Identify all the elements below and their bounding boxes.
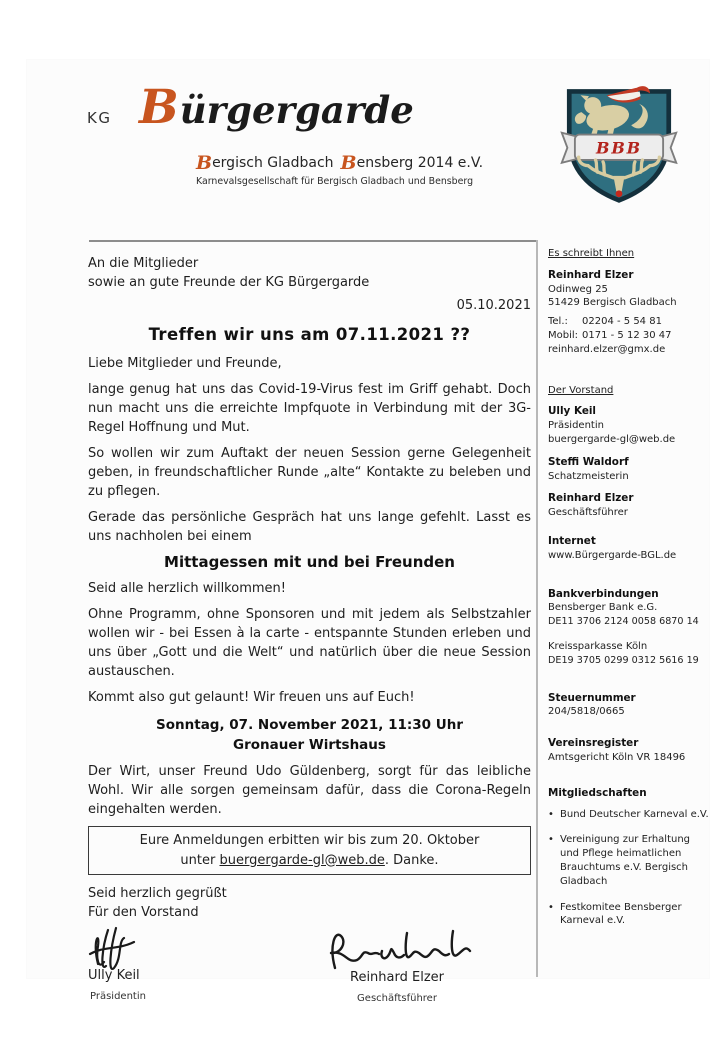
paragraph: So wollen wir zum Auftakt der neuen Session gerne Gelegenheit geben, in freundschaftlicher Runde „alte“ Kontakte zu beleben und zu pflegen. [88,446,531,499]
registration-box [88,826,531,875]
bullet-icon: • [548,808,554,820]
kg-prefix: KG [87,109,112,127]
signature-reinhard-icon [321,926,473,972]
board-member [548,456,709,484]
club-crest-logo [558,82,680,206]
sidebar-section-title: Steuernummer [548,691,636,704]
register-value: Amtsgericht Köln VR 18496 [548,751,686,763]
bank-name: Kreissparkasse Köln [548,640,648,652]
paragraph: Gerade das persönliche Gespräch hat uns lange gefehlt. Lasst es uns nachholen bei einem [88,510,531,544]
board-member-name: Reinhard Elzer [548,492,634,505]
board-member [548,405,709,446]
board-member-email: buergergarde-gl@web.de [548,433,676,445]
subtitle-text: ensberg 2014 e.V. [356,155,484,171]
subtitle-text: ergisch Gladbach [212,155,334,171]
signature-row [88,922,531,1008]
contact-address: Odinweg 25 [548,283,608,295]
registration-text: unter [180,852,220,868]
event-title: Mittagessen mit und bei Freunden [164,553,455,571]
club-tagline: Karnevalsgesellschaft für Bergisch Gladbach und Bensberg [196,176,474,187]
sidebar [548,247,709,928]
column-divider [536,240,538,977]
contact-name: Reinhard Elzer [548,268,634,281]
membership-item [548,901,709,929]
sidebar-section-title: Der Vorstand [548,384,614,396]
bullet-icon: • [548,901,554,913]
club-name-initial: B [139,80,179,135]
registration-email: buergergarde-gl@web.de [219,852,385,868]
memberships-list [548,808,709,929]
letter-page [27,60,709,1004]
sidebar-section-board [548,384,709,520]
salutation: Liebe Mitglieder und Freunde, [88,356,282,371]
closing-block [88,884,531,922]
phone-label: Tel.: [548,316,568,328]
sidebar-section-title: Bankverbindungen [548,587,659,600]
letter-heading: Treffen wir uns am 07.11.2021 ?? [148,325,471,344]
sidebar-section-tax [548,692,709,720]
contact-address: 51429 Bergisch Gladbach [548,297,677,309]
board-member-name: Steffi Waldorf [548,455,629,468]
registration-text: . Danke. [384,852,439,868]
internet-url: www.Bürgergarde-BGL.de [548,549,677,561]
sidebar-section-title: Mitgliedschaften [548,786,647,799]
club-name-rest: ürgergarde [179,88,414,132]
phone-label: Mobil: [548,329,579,341]
sidebar-section-title: Vereinsregister [548,737,639,750]
contact-email: reinhard.elzer@gmx.de [548,343,666,355]
signature-role: Präsidentin [90,991,146,1002]
board-member-role: Geschäftsführer [548,507,628,519]
phone-row [548,329,709,343]
closing-line: Seid herzlich gegrüßt [88,886,227,901]
event-date-line: Sonntag, 07. November 2021, 11:30 Uhr [156,717,463,733]
registration-line: Eure Anmeldungen erbitten wir bis zum 20. Oktober [139,833,480,848]
bank-name: Bensberger Bank e.G. [548,602,658,614]
club-subtitle [196,152,483,174]
signature-name: Reinhard Elzer [350,970,444,985]
signature-block-manager [292,922,502,1008]
phone-number: 02204 - 5 54 81 [582,316,662,328]
club-name [139,80,414,135]
board-member [548,492,709,520]
letter-date: 05.10.2021 [456,298,531,313]
paragraph: Kommt also gut gelaunt! Wir freuen uns auf Euch! [88,690,415,705]
membership-text: Festkomitee Bensberger Karneval e.V. [560,901,682,927]
registration-line [97,851,522,871]
sidebar-section-title: Internet [548,534,596,547]
crest-red-nose [616,190,623,197]
sidebar-section-memberships [548,787,709,928]
board-member-role: Präsidentin [548,420,604,432]
bullet-icon: • [548,834,554,846]
event-heading [88,715,531,755]
recipient-line: sowie an gute Freunde der KG Bürgergarde [88,275,370,290]
paragraph: Ohne Programm, ohne Sponsoren und mit jedem als Selbstzahler wollen wir - bei Essen à la carte - entspannte Stunden erleben und uns über „Gott und die Welt“ und natürlich über die neue Session austauschen. [88,607,531,679]
signature-block-president [88,922,278,1008]
sidebar-section-contact [548,247,709,357]
bank-iban: DE11 3706 2124 0058 6870 14 [548,616,699,628]
subtitle-initial: B [340,152,357,174]
sidebar-section-bank [548,588,709,668]
membership-text: Bund Deutscher Karneval e.V. [560,808,709,820]
membership-item [548,808,709,822]
paragraph: Der Wirt, unser Freund Udo Güldenberg, sorgt für das leibliche Wohl. Wir alle sorgen gemeinsam dafür, dass die Corona-Regeln eingehalten werden. [88,764,531,817]
letter-body [88,254,531,1008]
recipient-line: An die Mitglieder [88,256,199,271]
signature-role: Geschäftsführer [357,993,437,1004]
signature-name: Ully Keil [88,968,140,983]
tax-number: 204/5818/0665 [548,706,625,718]
closing-line: Für den Vorstand [88,905,199,920]
board-member-role: Schatzmeisterin [548,470,629,482]
crest-monogram: BBB [595,138,643,158]
header-rule [89,240,537,242]
subtitle-initial: B [196,152,213,174]
sidebar-section-title: Es schreibt Ihnen [548,248,635,259]
sidebar-section-internet [548,535,709,563]
board-member-name: Ully Keil [548,405,596,418]
membership-item [548,833,709,888]
event-venue-line: Gronauer Wirtshaus [233,737,386,753]
phone-number: 0171 - 5 12 30 47 [582,329,672,341]
paragraph: lange genug hat uns das Covid-19-Virus fest im Griff gehabt. Doch nun macht uns die erreichte Impfquote in Verbindung mit der 3G-Regel Hoffnung und Mut. [88,382,531,435]
sidebar-section-register [548,737,709,765]
bank-iban: DE19 3705 0299 0312 5616 19 [548,654,699,666]
phone-row [548,315,709,329]
membership-text: Vereinigung zur Erhaltung und Pflege heimatlichen Brauchtums e.V. Bergisch Gladbach [560,834,691,887]
paragraph: Seid alle herzlich willkommen! [88,581,286,596]
